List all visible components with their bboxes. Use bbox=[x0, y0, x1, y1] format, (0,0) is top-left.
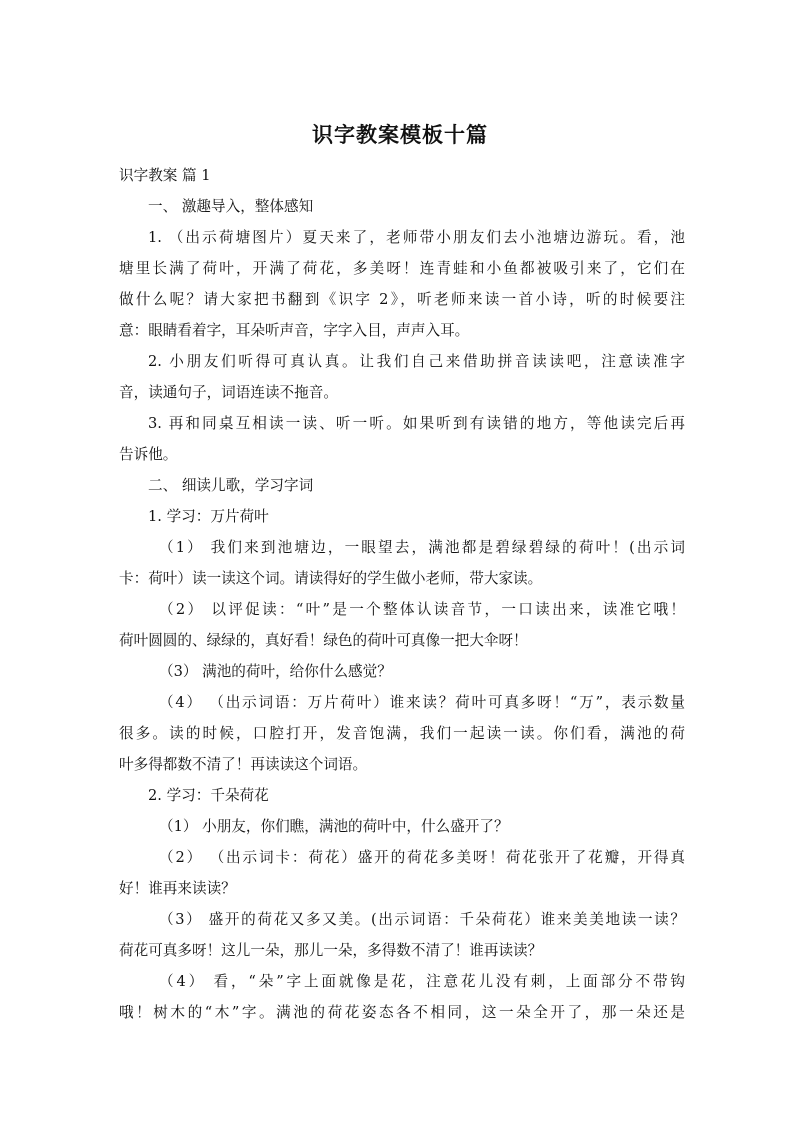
text-line: 一、 激趣导入，整体感知 bbox=[148, 198, 314, 215]
text-line: 意：眼睛看着字，耳朵听声音，字字入目，声声入耳。 bbox=[119, 322, 470, 339]
text-line: 告诉他。 bbox=[119, 446, 178, 463]
document-title: 识字教案模板十篇 bbox=[312, 123, 488, 147]
text-line: 塘里长满了荷叶，开满了荷花，多美呀！连青蛙和小鱼都被吸引来了，它们在 bbox=[119, 260, 685, 277]
text-line: 音，读通句子，词语连读不拖音。 bbox=[119, 384, 338, 401]
text-line: 哦！树木的“木”字。满池的荷花姿态各不相同，这一朵全开了，那一朵还是 bbox=[119, 1004, 685, 1021]
text-line: （3） 盛开的荷花又多又美。(出示词语：千朵荷花）谁来美美地读一读？ bbox=[159, 911, 685, 928]
text-line: （1） 小朋友，你们瞧，满池的荷叶中，什么盛开了？ bbox=[159, 818, 509, 835]
text-line: 2. 学习：千朵荷花 bbox=[148, 787, 269, 804]
text-line: 二、 细读儿歌，学习字词 bbox=[148, 477, 314, 494]
text-line: （3） 满池的荷叶，给你什么感觉？ bbox=[159, 663, 392, 680]
text-line: 做什么呢？请大家把书翻到《识字 2》，听老师来读一首小诗，听的时候要注 bbox=[119, 291, 685, 308]
text-line: （1） 我们来到池塘边，一眼望去，满池都是碧绿碧绿的荷叶！(出示词 bbox=[159, 539, 685, 556]
text-line: 叶多得都数不清了！再读读这个词语。 bbox=[119, 756, 368, 773]
text-line: 荷叶圆圆的、绿绿的，真好看！绿色的荷叶可真像一把大伞呀！ bbox=[119, 632, 528, 649]
text-line: 2. 小朋友们听得可真认真。让我们自己来借助拼音读读吧，注意读准字 bbox=[148, 353, 685, 370]
text-line: 很多。读的时候，口腔打开，发音饱满，我们一起读一读。你们看，满池的荷 bbox=[119, 725, 685, 742]
text-line: 1. 学习：万片荷叶 bbox=[148, 508, 269, 525]
text-line: 3. 再和同桌互相读一读、听一听。如果听到有读错的地方，等他读完后再 bbox=[148, 415, 685, 432]
text-line: 卡：荷叶）读一读这个词。请读得好的学生做小老师，带大家读。 bbox=[119, 570, 543, 587]
text-line: 荷花可真多呀！这儿一朵，那儿一朵，多得数不清了！谁再读读？ bbox=[119, 942, 543, 959]
text-line: （4） 看，“朵”字上面就像是花，注意花儿没有刺，上面部分不带钩 bbox=[159, 973, 685, 990]
document-body bbox=[119, 160, 685, 1028]
text-line: （2） 以评促读：“叶”是一个整体认读音节，一口读出来，读准它哦！ bbox=[159, 601, 685, 618]
text-line: （4） （出示词语：万片荷叶）谁来读？荷叶可真多呀！“万”，表示数量 bbox=[159, 694, 685, 711]
section-heading: 识字教案 篇 1 bbox=[119, 167, 211, 184]
text-line: 1. （出示荷塘图片）夏天来了，老师带小朋友们去小池塘边游玩。看，池 bbox=[148, 229, 685, 246]
text-line: （2） （出示词卡：荷花）盛开的荷花多美呀！荷花张开了花瓣，开得真 bbox=[159, 849, 685, 866]
text-line: 好！谁再来读读？ bbox=[119, 880, 236, 897]
